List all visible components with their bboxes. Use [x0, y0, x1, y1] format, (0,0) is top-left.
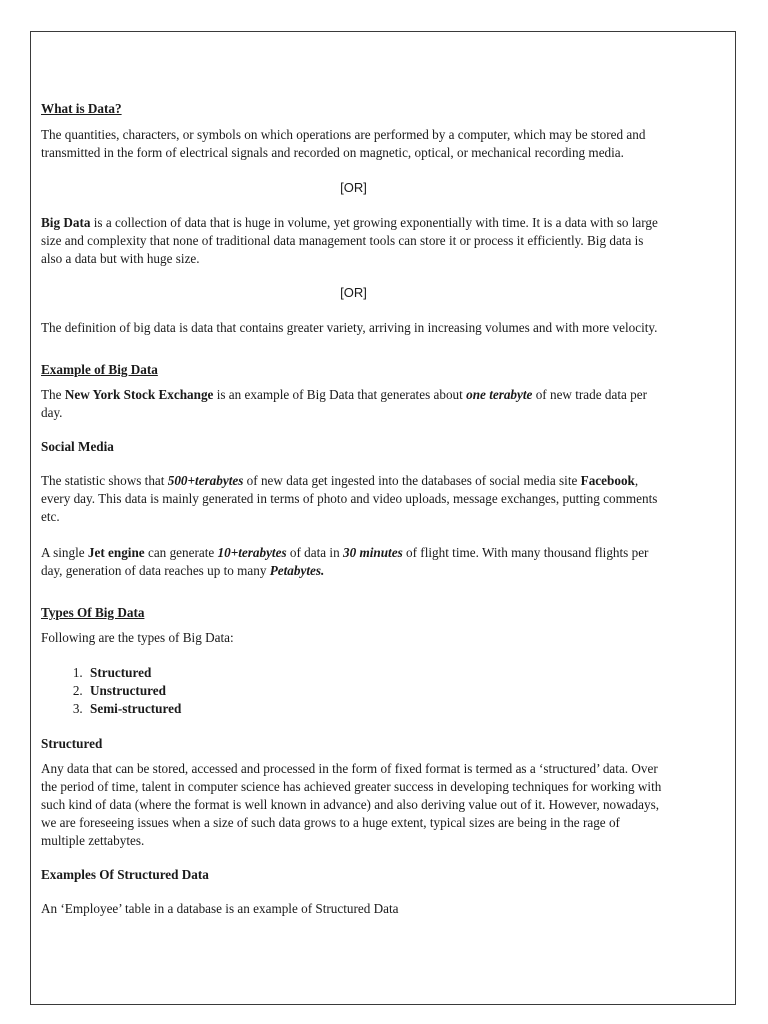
heading-social-media: Social Media	[41, 439, 114, 454]
big-data-text: is a collection of data that is huge in volume, yet growing exponentially with time. It is a data with so large size and complexity that none of traditional data management tools can store it or process it efficiently. Big data is also a data but with huge size.	[41, 215, 658, 266]
social-text-pre: The statistic shows that	[41, 473, 168, 488]
types-list	[41, 664, 666, 718]
heading-structured: Structured	[41, 736, 103, 751]
jet-engine-text	[41, 544, 666, 580]
social-amount: 500+terabytes	[167, 473, 244, 488]
jet-name: Jet engine	[87, 545, 145, 560]
jet-time: 30 minutes	[342, 545, 403, 560]
nyse-text-mid: is an example of Big Data that generates about	[213, 387, 467, 402]
social-site: Facebook	[580, 473, 635, 488]
social-text-post: , every day. This data is mainly generated in terms of photo and video uploads, message exchanges, putting comments etc.	[41, 473, 658, 524]
structured-text: Any data that can be stored, accessed and processed in the form of fixed format is termed as a ‘structured’ data. Over the period of time, talent in computer science has achieved greater success in developing techniques for working with such kind of data (where the format is well known in advance) and also deriving value out of it. However, nowadays, we are foreseeing issues when a size of such data grows to a huge extent, typical sizes are being in the rage of multiple zettabytes.	[41, 761, 662, 848]
document-content	[41, 100, 666, 918]
social-text-mid: of new data get ingested into the databases of social media site	[243, 473, 581, 488]
jet-text-mid2: of data in	[286, 545, 343, 560]
heading-example-of-big-data: Example of Big Data	[41, 362, 158, 377]
nyse-text-pre: The	[41, 387, 65, 402]
nyse-amount: one terabyte	[466, 387, 533, 402]
list-item: 2. Unstructured	[86, 682, 666, 700]
big-data-term: Big Data	[41, 215, 91, 230]
jet-amount: 10+terabytes	[217, 545, 287, 560]
heading-examples-of-structured-data: Examples Of Structured Data	[41, 867, 209, 882]
jet-text-pre: A single	[41, 545, 88, 560]
heading-types-of-big-data: Types Of Big Data	[41, 605, 145, 620]
or-separator: [OR]	[340, 285, 367, 300]
list-item: 3. Semi-structured	[86, 700, 666, 718]
document-page	[30, 31, 736, 1005]
heading-what-is-data: What is Data?	[41, 101, 122, 116]
nyse-example	[41, 386, 666, 422]
nyse-name: New York Stock Exchange	[64, 387, 214, 402]
big-data-definition	[41, 214, 666, 268]
jet-text-mid: can generate	[144, 545, 218, 560]
social-media-text	[41, 472, 666, 526]
jet-unit: Petabytes.	[269, 563, 325, 578]
examples-structured-text: An ‘Employee’ table in a database is an example of Structured Data	[41, 901, 399, 916]
nyse-text-post: of new trade data per day.	[41, 387, 648, 420]
or-separator: [OR]	[340, 180, 367, 195]
types-intro: Following are the types of Big Data:	[41, 630, 234, 645]
big-data-definition-alt: The definition of big data is data that contains greater variety, arriving in increasing volumes and with more velocity.	[41, 320, 658, 335]
jet-text-mid3: of flight time. With many thousand flights per day, generation of data reaches up to many	[41, 545, 649, 578]
data-definition: The quantities, characters, or symbols on which operations are performed by a computer, which may be stored and transmitted in the form of electrical signals and recorded on magnetic, optical, or mechanical recording media.	[41, 127, 646, 160]
list-item: 1. Structured	[86, 664, 666, 682]
